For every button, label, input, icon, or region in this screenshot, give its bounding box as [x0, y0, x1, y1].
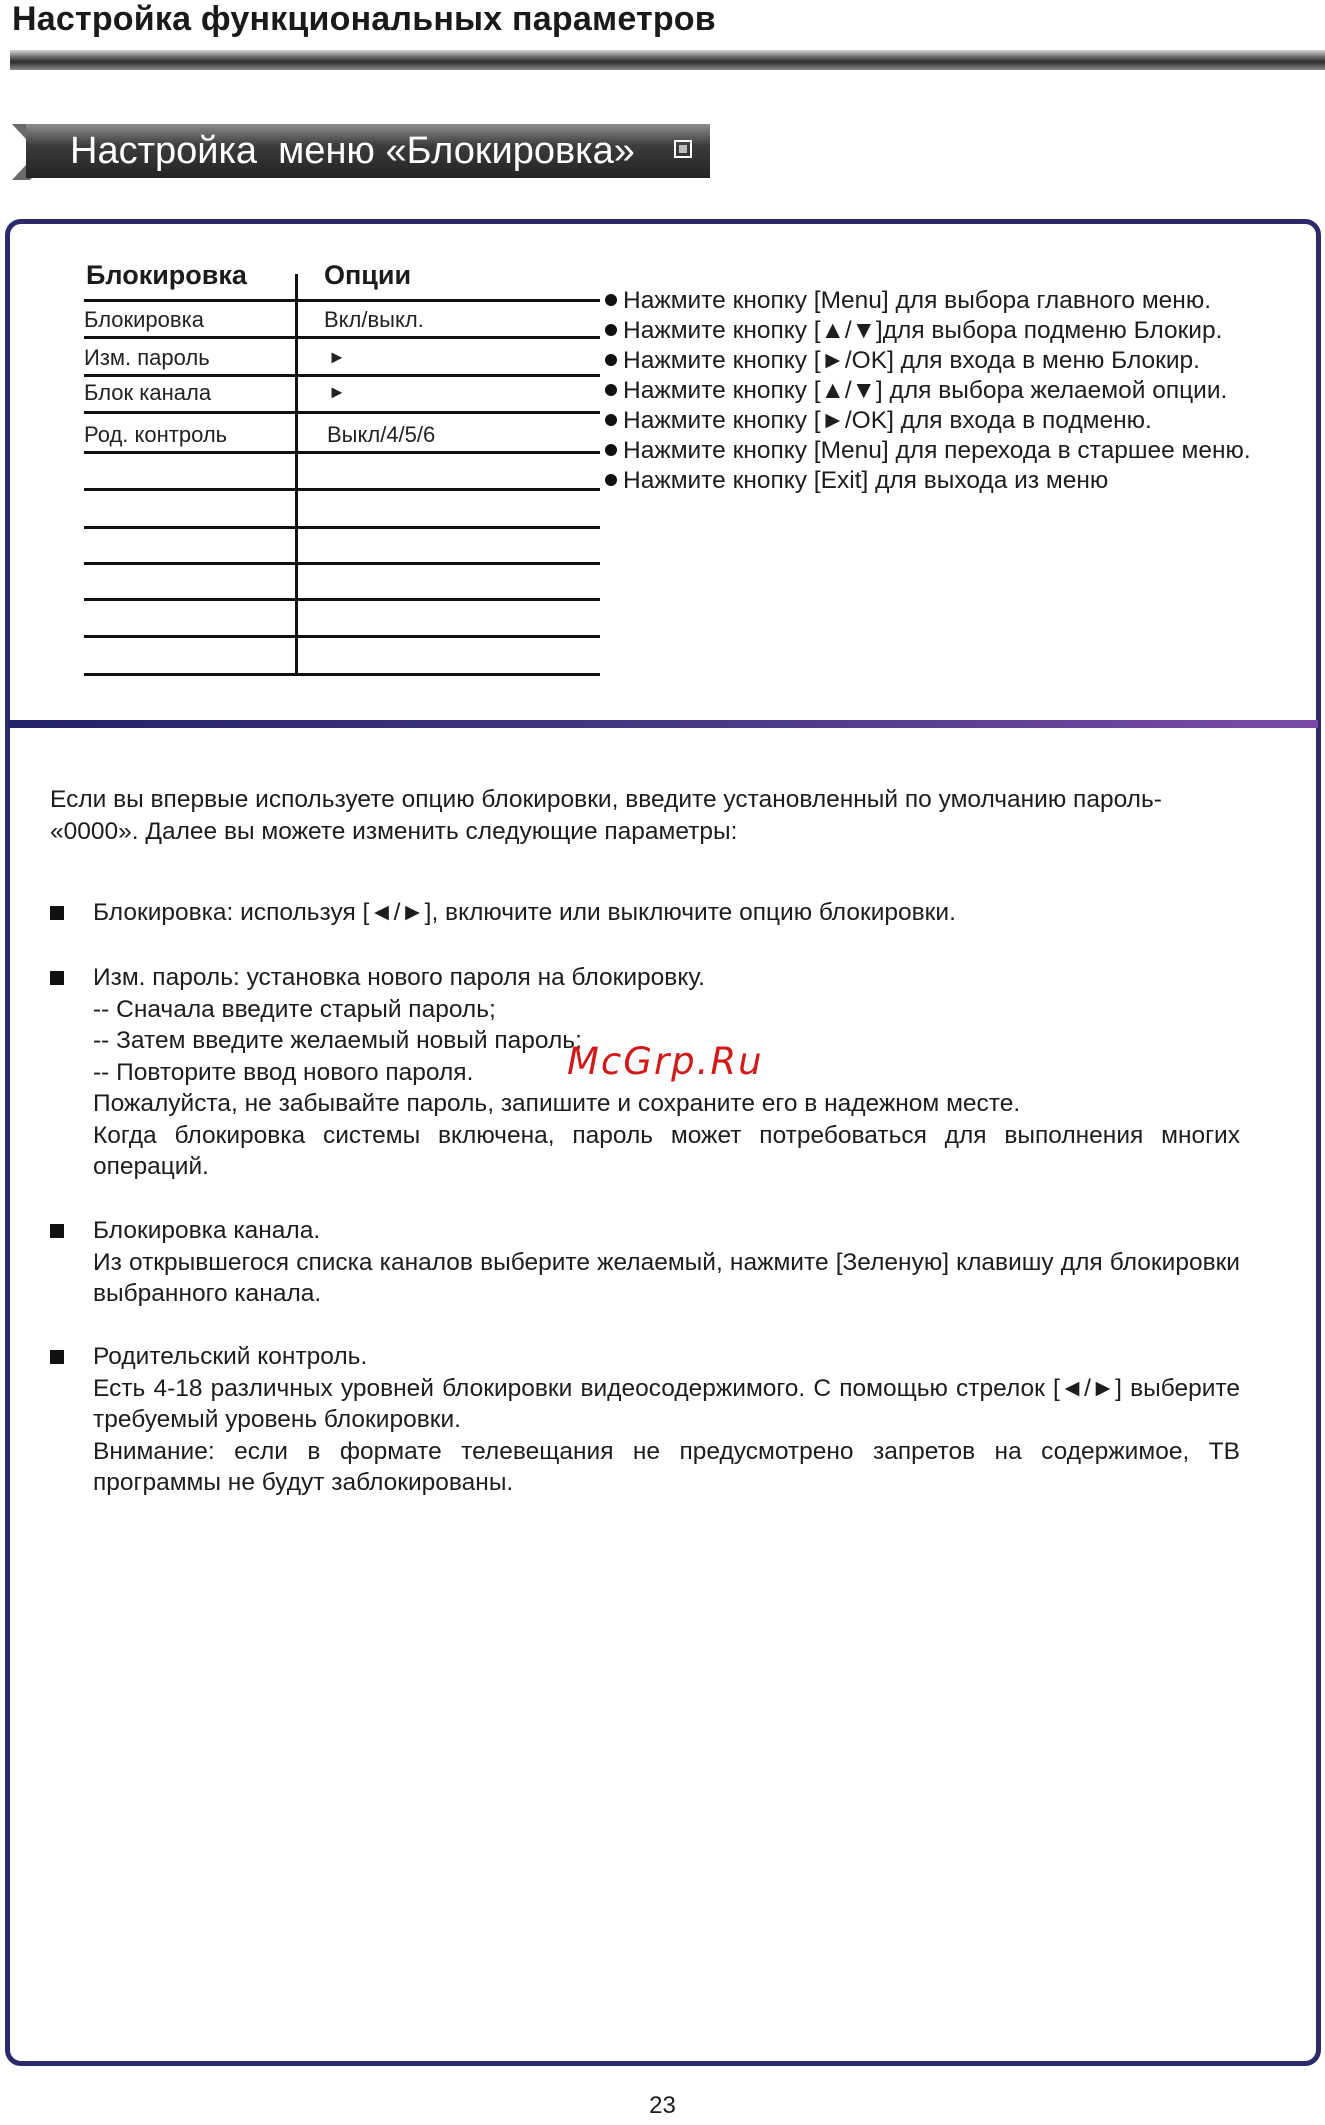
section-text: Пожалуйста, не забывайте пароль, запишите и сохраните его в надежном месте.	[93, 1090, 1021, 1117]
section-banner: Настройка меню «Блокировка»	[26, 124, 710, 178]
list-item: Нажмите кнопку [Menu] для перехода в старшее меню.	[605, 436, 1251, 466]
list-item: Нажмите кнопку [►/OK] для входа в подменю.	[605, 406, 1251, 436]
section-text: -- Затем введите желаемый новый пароль;	[93, 1027, 582, 1054]
table-row-option: Выкл/4/5/6	[327, 422, 436, 447]
table-row-item: Блок канала	[84, 380, 212, 405]
intro-line: Если вы впервые используете опцию блокировки, введите установленный по умолчанию пароль-	[50, 786, 1162, 813]
table-row-item: Изм. пароль	[84, 345, 210, 370]
square-bullet-icon	[50, 1224, 64, 1238]
table-header-item: Блокировка	[86, 260, 247, 290]
frame-divider	[8, 720, 1318, 728]
play-arrow-icon: ►	[328, 382, 346, 402]
bullet-icon	[605, 444, 617, 456]
intro-paragraph	[50, 784, 1240, 848]
watermark: McGrp.Ru	[567, 1040, 764, 1083]
section-text: Когда блокировка системы включена, пароль может потребоваться для выполнения многих операций.	[93, 1121, 1240, 1180]
title-rule	[10, 50, 1325, 70]
section-text: Из открывшегося списка каналов выберите желаемый, нажмите [Зеленую] клавишу для блокировки выбранного канала.	[93, 1248, 1240, 1307]
table-rule	[84, 336, 600, 339]
table-rule	[84, 411, 600, 414]
list-item: Нажмите кнопку [Exit] для выхода из меню	[605, 466, 1251, 496]
section-text: Есть 4-18 различных уровней блокировки видеосодержимого. С помощью стрелок [◄/►] выберите требуемый уровень блокировки.	[93, 1374, 1240, 1433]
lock-menu-table	[84, 256, 600, 676]
section-text: Блокировка: используя [◄/►], включите или выключите опцию блокировки.	[93, 899, 956, 926]
bullet-icon	[605, 354, 617, 366]
list-item: Нажмите кнопку [▲/▼]для выбора подменю Блокир.	[605, 316, 1251, 346]
section-text: -- Сначала введите старый пароль;	[93, 995, 496, 1023]
list-item: Нажмите кнопку [Menu] для выбора главного меню.	[605, 286, 1251, 316]
table-row-option: Вкл/выкл.	[324, 307, 424, 332]
table-divider	[295, 274, 298, 674]
list-item: Нажмите кнопку [▲/▼] для выбора желаемой опции.	[605, 376, 1251, 406]
section-heading: Блокировка канала.	[93, 1217, 321, 1244]
square-icon	[674, 140, 692, 158]
table-rule	[84, 673, 600, 676]
table-rule	[84, 299, 600, 302]
table-rule	[84, 488, 600, 491]
table-rule	[84, 374, 600, 377]
table-row-item: Блокировка	[84, 307, 204, 332]
table-rule	[84, 451, 600, 454]
page-number: 23	[649, 2092, 676, 2119]
square-bullet-icon	[50, 971, 64, 985]
instruction-list	[605, 286, 1251, 496]
bullet-icon	[605, 294, 617, 306]
intro-line: «0000». Далее вы можете изменить следующие параметры:	[50, 818, 738, 845]
square-bullet-icon	[50, 1350, 64, 1364]
page-title: Настройка функциональных параметров	[12, 0, 716, 38]
section-heading: Родительский контроль.	[93, 1343, 368, 1370]
table-row-item: Род. контроль	[84, 422, 228, 447]
table-rule	[84, 635, 600, 638]
bullet-icon	[605, 384, 617, 396]
table-rule	[84, 526, 600, 529]
square-bullet-icon	[50, 906, 64, 920]
bullet-icon	[605, 414, 617, 426]
section-text: -- Повторите ввод нового пароля.	[93, 1058, 474, 1086]
table-rule	[84, 598, 600, 601]
section-lock	[50, 897, 1240, 929]
play-arrow-icon: ►	[328, 347, 346, 367]
section-heading: Изм. пароль: установка нового пароля на блокировку.	[93, 964, 705, 991]
section-parental	[50, 1341, 1240, 1499]
table-rule	[84, 562, 600, 565]
list-item: Нажмите кнопку [►/OK] для входа в меню Блокир.	[605, 346, 1251, 376]
bullet-icon	[605, 324, 617, 336]
table-header-options: Опции	[324, 260, 412, 290]
bullet-icon	[605, 474, 617, 486]
section-text: Внимание: если в формате телевещания не предусмотрено запретов на содержимое, ТВ программы не будут заблокированы.	[93, 1437, 1240, 1496]
section-channel	[50, 1215, 1240, 1310]
